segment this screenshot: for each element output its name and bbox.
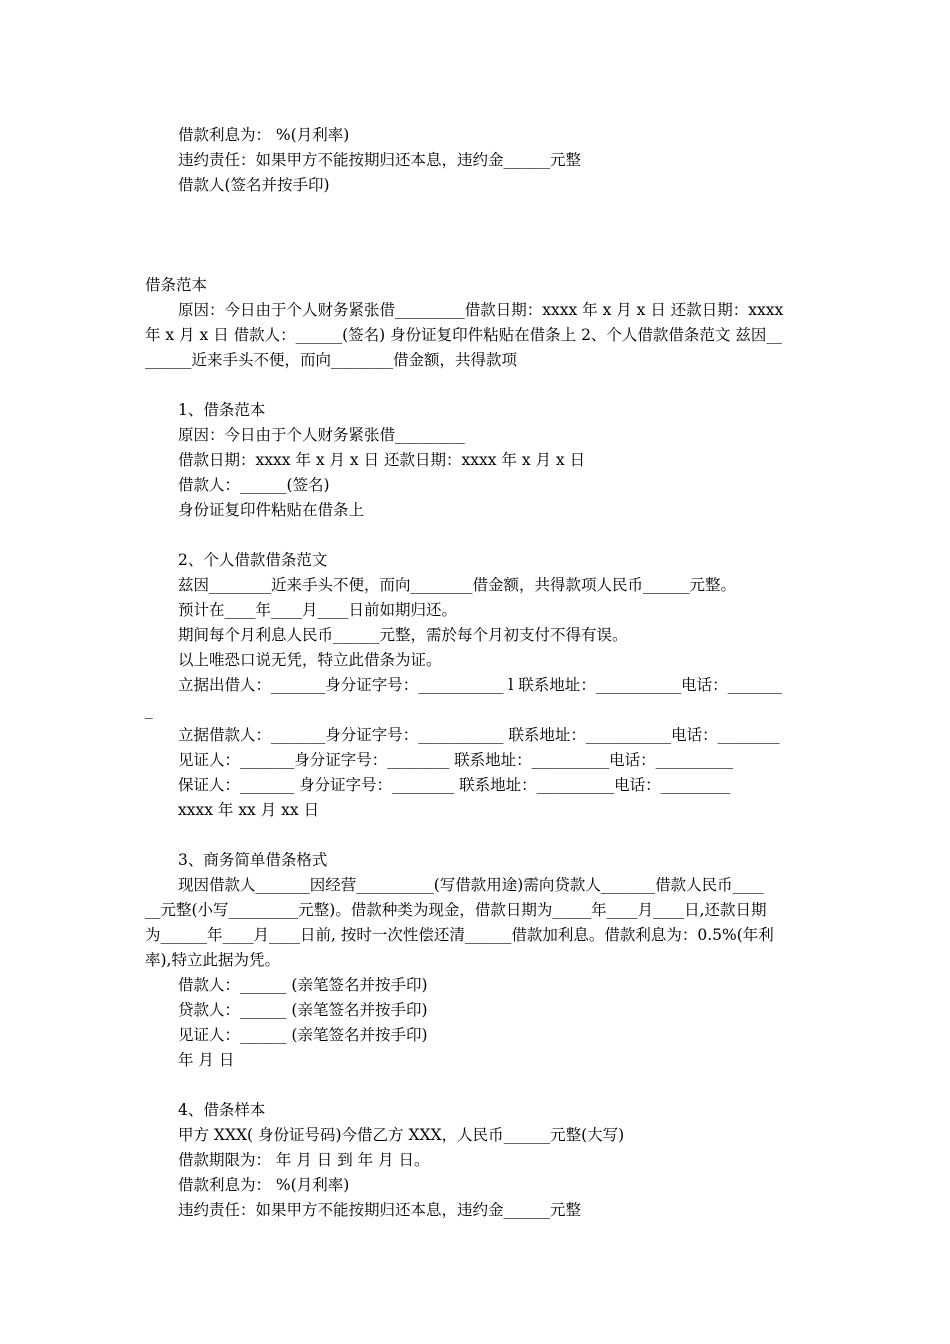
paragraph-line: 现因借款人_______因经营__________(写借款用途)需向贷款人_______借款人民币____ [178,876,764,894]
paragraph-line: ______近来手头不便，而向________借金额，共得款项 [145,351,518,369]
section-title: 3、商务简单借条格式 [178,851,328,869]
paragraph-line: 为______年____月____日前, 按时一次性偿还清______借款加利息。借款利息为：0.5%(年利 [145,926,774,944]
section-title: 4、借条样本 [178,1101,266,1119]
paragraph-line: 预计在____年____月____日前如期归还。 [178,601,458,619]
paragraph-line: __元整(小写_________元整)。借款种类为现金，借款日期为_____年____月____日,还款日期 [145,901,767,919]
paragraph-line: 原因：今日由于个人财务紧张借_________借款日期：xxxx 年 x 月 x 日 还款日期：xxxx [178,301,784,319]
section-title: 2、个人借款借条范文 [178,551,328,569]
interest-rate-line: 借款利息为： %(月利率) [178,126,350,144]
section-title: 1、借条范本 [178,401,266,419]
liability-line: 违约责任：如果甲方不能按期归还本息，违约金______元整 [178,151,582,169]
paragraph-line: 年 x 月 x 日 借款人：______(签名) 身份证复印件粘贴在借条上 2、个人借款借条范文 兹因__ [145,326,782,344]
paragraph-line: 立据借款人：_______身分证字号：___________ 联系地址：___________电话：________ [178,726,780,744]
paragraph-line: 立据出借人：_______身分证字号：___________ l 联系地址：___________电话：_______ [178,676,782,694]
paragraph-line: 率),特立此据为凭。 [145,951,280,969]
paragraph-line: 以上唯恐口说无凭，特立此借条为证。 [178,651,442,669]
paragraph-line: 期间每个月利息人民币______元整，需於每个月初支付不得有误。 [178,626,628,644]
paragraph-line: 贷款人：______ (亲笔签名并按手印) [178,1001,428,1019]
paragraph-line: 借款期限为： 年 月 日 到 年 月 日。 [178,1151,430,1169]
paragraph-line: _ [145,701,153,719]
paragraph-line: 违约责任：如果甲方不能按期归还本息，违约金______元整 [178,1201,582,1219]
paragraph-line: 借款人：______(签名) [178,476,330,494]
paragraph-line: 原因：今日由于个人财务紧张借_________ [178,426,465,444]
paragraph-line: 借款人：______ (亲笔签名并按手印) [178,976,428,994]
paragraph-line: 见证人：_______身分证字号：________ 联系地址：__________电话：__________ [178,751,734,769]
section-title: 借条范本 [145,276,208,294]
paragraph-line: 保证人：_______ 身分证字号：________ 联系地址：__________电话：_________ [178,776,731,794]
date-line: xxxx 年 xx 月 xx 日 [178,801,320,819]
paragraph-line: 兹因________近来手头不便，而向________借金额，共得款项人民币______元整。 [178,576,737,594]
paragraph-line: 身份证复印件粘贴在借条上 [178,501,365,519]
paragraph-line: 见证人：______ (亲笔签名并按手印) [178,1026,428,1044]
borrower-sign-line: 借款人(签名并按手印) [178,176,330,194]
paragraph-line: 借款利息为： %(月利率) [178,1176,350,1194]
paragraph-line: 借款日期：xxxx 年 x 月 x 日 还款日期：xxxx 年 x 月 x 日 [178,451,586,469]
date-line: 年 月 日 [178,1051,235,1069]
paragraph-line: 甲方 XXX( 身份证号码)今借乙方 XXX，人民币______元整(大写) [178,1126,625,1144]
